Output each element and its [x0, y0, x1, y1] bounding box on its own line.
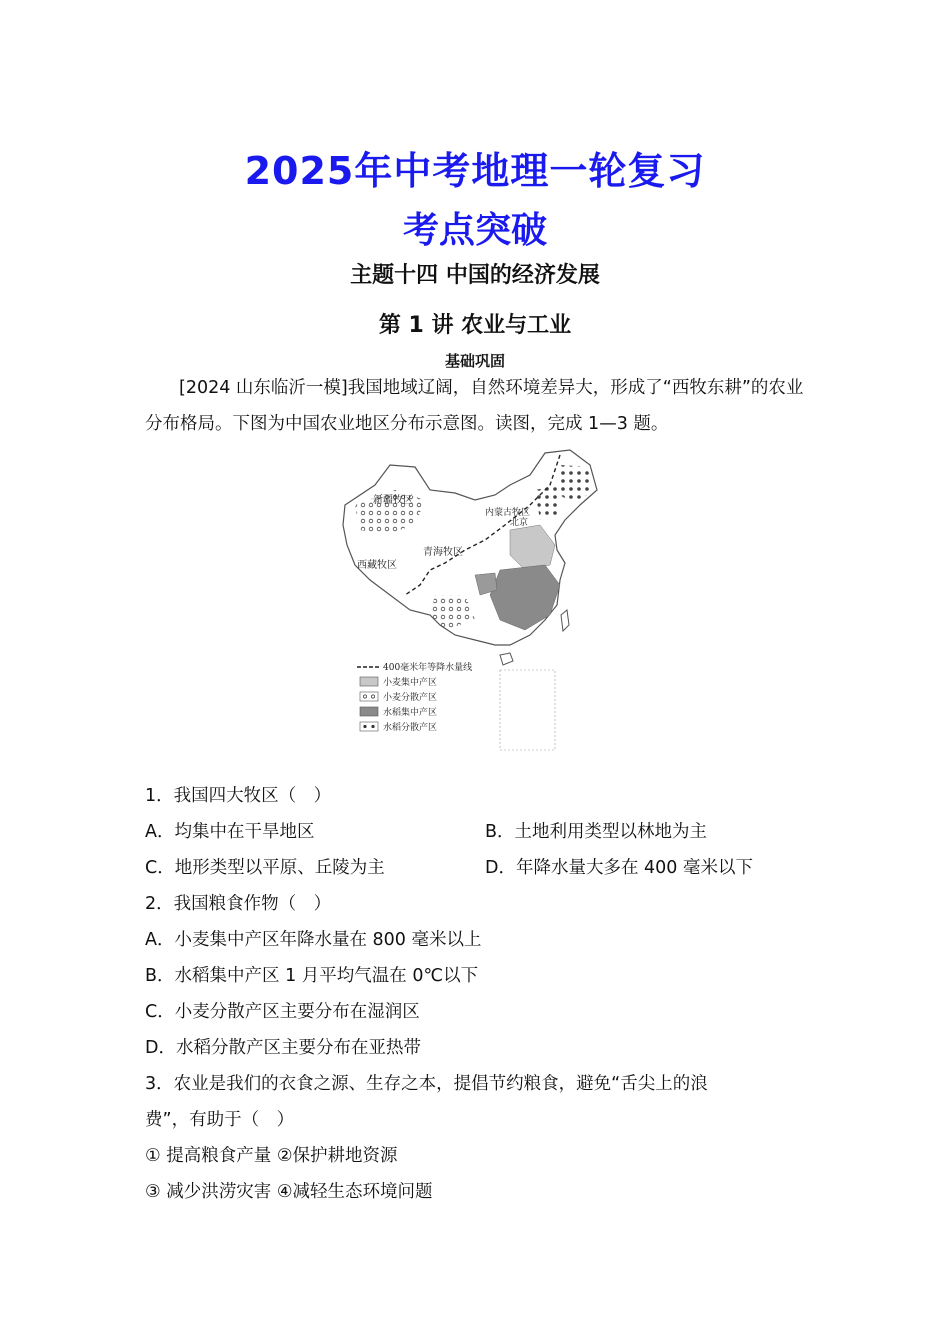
legend-rice-concentrated: 水稻集中产区: [383, 708, 438, 718]
question-2-option-a: A．小麦集中产区年降水量在 800 毫米以上: [145, 930, 482, 950]
question-1-option-d: D．年降水量大多在 400 毫米以下: [485, 858, 754, 878]
doc-subtitle: 考点突破: [402, 210, 547, 251]
map-label-xinjiang: 新疆牧区: [373, 495, 413, 506]
question-2-option-b: B．水稻集中产区 1 月平均气温在 0℃以下: [145, 966, 479, 986]
section-heading: 基础巩固: [444, 352, 505, 370]
question-2-option-d: D．水稻分散产区主要分布在亚热带: [145, 1038, 421, 1058]
legend-wheat-dispersed: 小麦分散产区: [383, 693, 438, 703]
question-3-stem-line2: 费”，有助于（ ）: [145, 1110, 295, 1130]
legend-wheat-concentrated: 小麦集中产区: [383, 678, 438, 688]
rice-concentrated-area: [490, 565, 560, 630]
map-label-neimenggu: 内蒙古牧区: [485, 508, 531, 518]
doc-title: 2025年中考地理一轮复习: [244, 149, 706, 193]
question-1-option-b: B．土地利用类型以林地为主: [485, 822, 708, 842]
map-legend: [357, 661, 472, 733]
south-china-sea-inset: [500, 670, 555, 750]
question-3-items-2: ③ 减少洪涝灾害 ④减轻生态环境问题: [145, 1182, 433, 1202]
map-label-xizang: 西藏牧区: [357, 560, 397, 571]
lecture-heading: 第 1 讲 农业与工业: [378, 313, 572, 338]
question-2-stem: 2．我国粮食作物（ ）: [145, 894, 332, 914]
map-label-qinghai: 青海牧区: [423, 547, 463, 558]
map-label-beijing: 北京: [510, 518, 529, 528]
question-3-items-1: ① 提高粮食产量 ②保护耕地资源: [145, 1146, 398, 1166]
topic-heading: 主题十四 中国的经济发展: [350, 263, 600, 288]
taiwan-island: [561, 610, 569, 631]
legend-rice-dispersed: 水稻分散产区: [383, 723, 438, 733]
question-1-stem: 1．我国四大牧区（ ）: [145, 786, 332, 806]
question-1-option-a: A．均集中在干旱地区: [145, 822, 315, 842]
legend-isohyet: 400毫米年等降水量线: [383, 663, 473, 673]
question-3-stem-line1: 3．农业是我们的衣食之源、生存之本，提倡节约粮食，避免“舌尖上的浪: [145, 1074, 708, 1094]
intro-paragraph: [2024 山东临沂一模]我国地域辽阔，自然环境差异大，形成了“西牧东耕”的农业分布格局。下图为中国农业地区分布示意图。读图，完成 1—3 题。: [145, 378, 804, 434]
hainan-island: [500, 653, 513, 665]
question-2-option-c: C．小麦分散产区主要分布在湿润区: [145, 1002, 420, 1022]
question-1-option-c: C．地形类型以平原、丘陵为主: [145, 858, 385, 878]
china-agriculture-map: [335, 445, 600, 753]
